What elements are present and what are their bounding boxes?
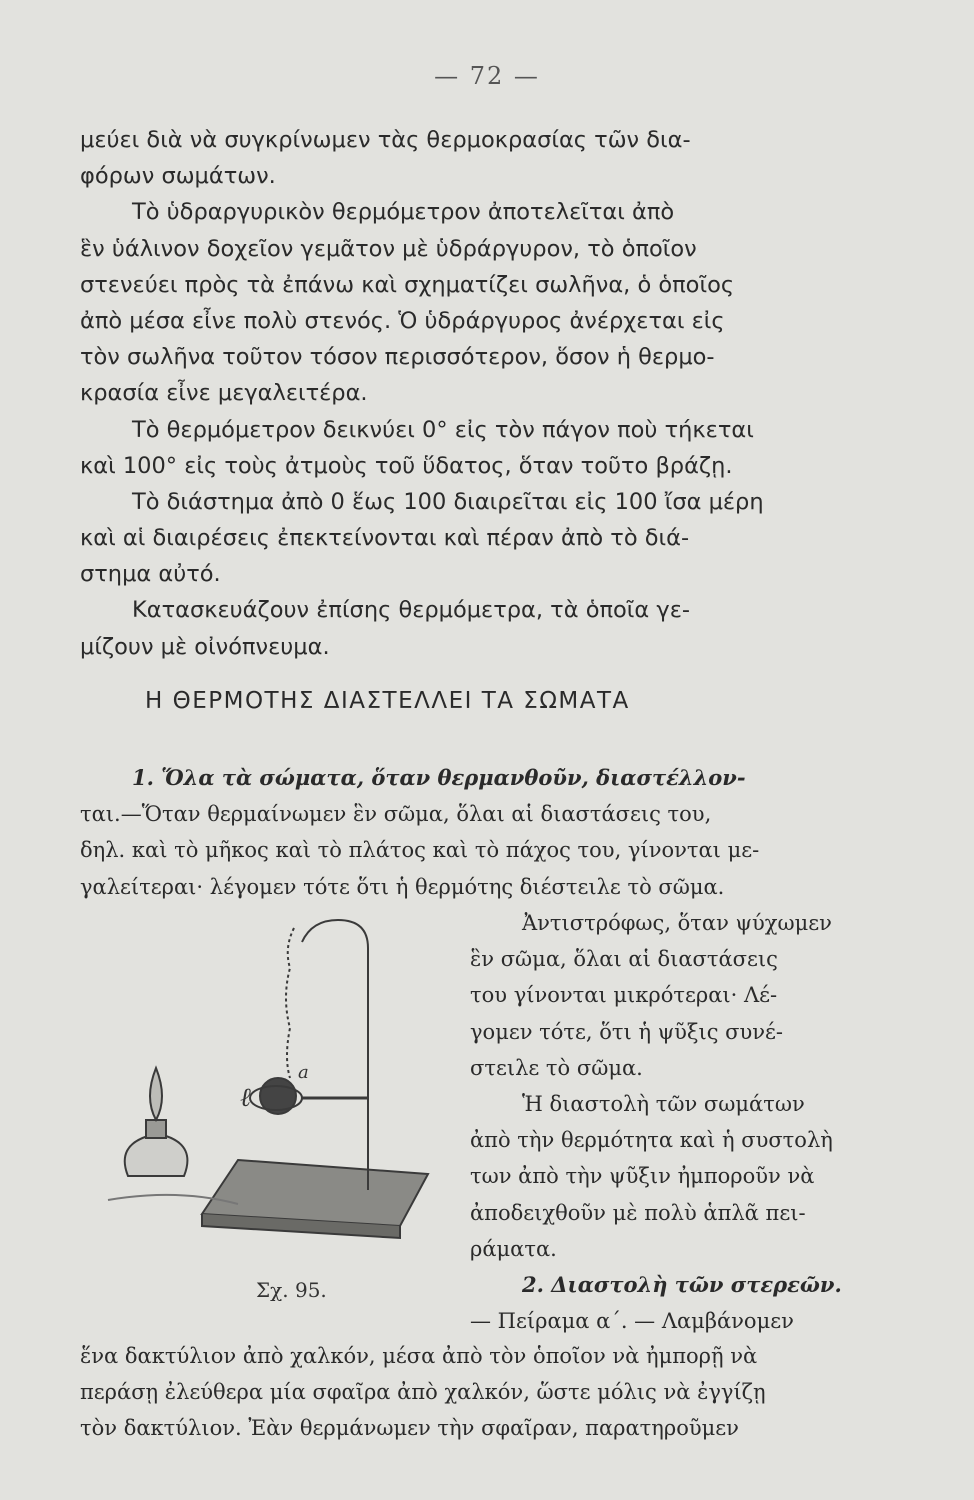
text-line: ράματα. bbox=[470, 1236, 557, 1261]
page-number: — 72 — bbox=[434, 62, 540, 90]
flame bbox=[150, 1068, 162, 1120]
text-line: ἓν ὑάλινον δοχεῖον γεμᾶτον μὲ ὑδράργυρον, τὸ ὁποῖον bbox=[80, 235, 697, 262]
right-column-text bbox=[470, 905, 870, 1339]
text-line: κρασία εἶνε μεγαλειτέρα. bbox=[80, 380, 368, 407]
text-line: ἀποδειχθοῦν μὲ πολὺ ἁπλᾶ πει- bbox=[470, 1200, 806, 1225]
stand-rod bbox=[302, 920, 368, 1190]
text-line: Ἡ διαστολὴ τῶν σωμάτων bbox=[522, 1091, 805, 1116]
alcohol-lamp bbox=[125, 1136, 188, 1176]
text-line: περάσῃ ἐλεύθερα μία σφαῖρα ἀπὸ χαλκόν, ὥστε μόλις νὰ ἐγγίζῃ bbox=[80, 1380, 766, 1405]
text-line: των ἀπὸ τὴν ψῦξιν ἠμποροῦν νὰ bbox=[470, 1164, 815, 1189]
text-line: 2. Διαστολὴ τῶν στερεῶν. bbox=[522, 1271, 842, 1297]
text-line: γομεν τότε, ὅτι ἡ ψῦξις συνέ- bbox=[470, 1019, 784, 1044]
text-line: Τὸ ὑδραργυρικὸν θερμόμετρον ἀποτελεῖται ἀπὸ bbox=[132, 199, 675, 226]
text-line: μεύει διὰ νὰ συγκρίνωμεν τὰς θερμοκρασίας τῶν δια- bbox=[80, 127, 691, 153]
text-line: Ἀντιστρόφως, ὅταν ψύχωμεν bbox=[522, 911, 832, 935]
text-line: ἓν σῶμα, ὅλαι αἱ διαστάσεις bbox=[470, 947, 778, 972]
text-line: τὸν σωλῆνα τοῦτον τόσον περισσότερον, ὅσον ἡ θερμο- bbox=[80, 344, 715, 371]
text-line: τὸν δακτύλιον. Ἐὰν θερμάνωμεν τὴν σφαῖραν, παρατηροῦμεν bbox=[80, 1416, 739, 1441]
text-line: δηλ. καὶ τὸ μῆκος καὶ τὸ πλάτος καὶ τὸ πάχος του, γίνονται με- bbox=[80, 838, 760, 863]
figure-label-l: ℓ bbox=[240, 1083, 251, 1113]
figure-ball-ring-apparatus bbox=[98, 908, 478, 1248]
text-line: ἀπὸ μέσα εἶνε πολὺ στενός. Ὁ ὑδράργυρος ἀνέρχεται εἰς bbox=[80, 307, 725, 334]
text-line: καὶ 100° εἰς τοὺς ἀτμοὺς τοῦ ὕδατος, ὅταν τοῦτο βράζῃ. bbox=[80, 452, 733, 479]
text-line: ἕνα δακτύλιον ἀπὸ χαλκόν, μέσα ἀπὸ τὸν ὁποῖον νὰ ἠμπορῇ νὰ bbox=[80, 1344, 758, 1368]
text-line: 1. Ὅλα τὰ σώματα, ὅταν θερμανθοῦν, διαστέλλον- bbox=[132, 765, 746, 790]
section-heading: Η ΘΕΡΜΟΤΗΣ ΔΙΑΣΤΕΛΛΕΙ ΤΑ ΣΩΜΑΤΑ bbox=[145, 688, 630, 714]
text-line: φόρων σωμάτων. bbox=[80, 163, 276, 190]
section-expansion bbox=[80, 760, 880, 905]
section-thermometer bbox=[80, 122, 880, 665]
text-line: Κατασκευάζουν ἐπίσης θερμόμετρα, τὰ ὁποῖα γε- bbox=[132, 597, 690, 624]
text-line: — Πείραμα α΄. — Λαμβάνομεν bbox=[470, 1309, 794, 1334]
text-line: στημα αὐτό. bbox=[80, 561, 221, 588]
text-line: στενεύει πρὸς τὰ ἐπάνω καὶ σχηματίζει σωλῆνα, ὁ ὁποῖος bbox=[80, 271, 735, 298]
text-line: ται.—Ὅταν θερμαίνωμεν ἓν σῶμα, ὅλαι αἱ διαστάσεις του, bbox=[80, 802, 712, 827]
text-line: γαλείτεραι· λέγομεν τότε ὅτι ἡ θερμότης διέστειλε τὸ σῶμα. bbox=[80, 874, 725, 899]
text-line: Τὸ θερμόμετρον δεικνύει 0° εἰς τὸν πάγον ποὺ τήκεται bbox=[132, 416, 754, 443]
chain bbox=[286, 928, 294, 1078]
text-line: του γίνονται μικρότεραι· Λέ- bbox=[470, 983, 778, 1008]
text-line: Τὸ διάστημα ἀπὸ 0 ἕως 100 διαιρεῖται εἰς 100 ἴσα μέρη bbox=[132, 488, 764, 515]
figure-caption: Σχ. 95. bbox=[256, 1278, 327, 1302]
text-line: στειλε τὸ σῶμα. bbox=[470, 1055, 643, 1080]
text-line: μίζουν μὲ οἰνόπνευμα. bbox=[80, 633, 330, 660]
section-experiment bbox=[80, 1338, 880, 1447]
text-line: ἀπὸ τὴν θερμότητα καὶ ἡ συστολὴ bbox=[470, 1128, 833, 1153]
figure-label-a: a bbox=[298, 1062, 309, 1083]
text-line: καὶ αἱ διαιρέσεις ἐπεκτείνονται καὶ πέραν ἀπὸ τὸ διά- bbox=[80, 525, 690, 552]
